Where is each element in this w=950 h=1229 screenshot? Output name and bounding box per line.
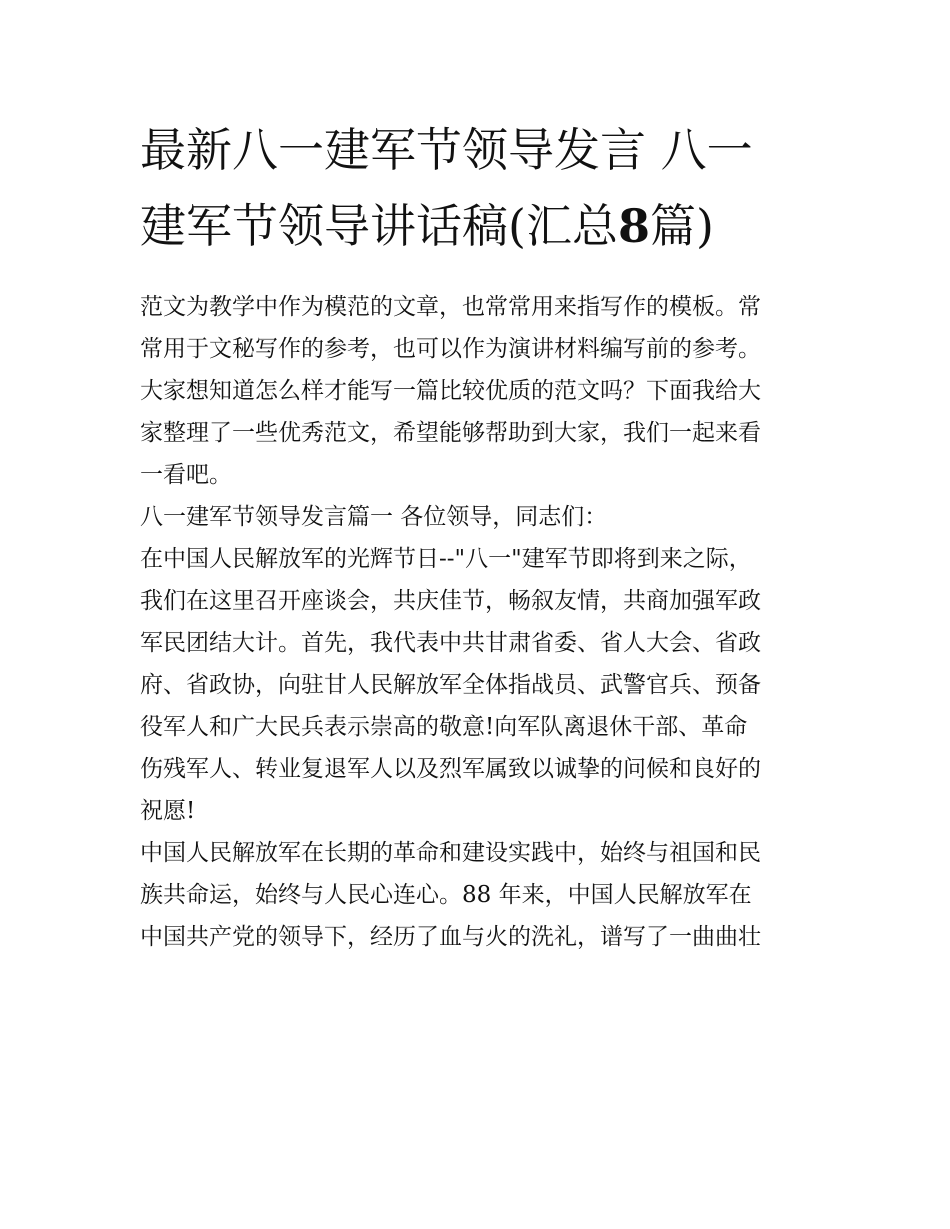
title-line-1: 最新八一建军节领导发言 八一 (140, 123, 753, 177)
paragraph-intro: 范文为教学中作为模范的文章，也常常用来指写作的模板。常 常用于文秘写作的参考，也可以作为演讲材料编写前的参考。 大家想知道怎么样才能写一篇比较优质的范文吗？下面我给大 家整理了一些优秀范文，希望能够帮助到大家，我们一起来看 一看吧。 (140, 294, 761, 488)
document-body (140, 112, 812, 958)
title-line-2: 建军节领导讲话稿(汇总 (140, 199, 618, 253)
document-title (140, 112, 812, 264)
title-number: 8 (617, 199, 650, 253)
title-line-2-end: 篇) (649, 199, 714, 253)
paragraph-body-1: 在中国人民解放军的光辉节日--"八一"建军节即将到来之际， 我们在这里召开座谈会，共庆佳节，畅叙友情，共商加强军政 军民团结大计。首先，我代表中共甘肃省委、省人大会、省政 府、省政协，向驻甘人民解放军全体指战员、武警官兵、预备 役军人和广大民兵表示崇高的敬意!向军队离退休干部、革命 伤残军人、转业复退军人以及烈军属致以诚挚的问候和良好的 祝愿! (140, 546, 761, 824)
paragraph-heading: 八一建军节领导发言篇一 各位领导，同志们： (140, 504, 608, 530)
paragraph-body-2: 中国人民解放军在长期的革命和建设实践中，始终与祖国和民 族共命运，始终与人民心连心。88 年来，中国人民解放军在 中国共产党的领导下，经历了血与火的洗礼，谱写了一曲曲壮 (140, 840, 761, 950)
